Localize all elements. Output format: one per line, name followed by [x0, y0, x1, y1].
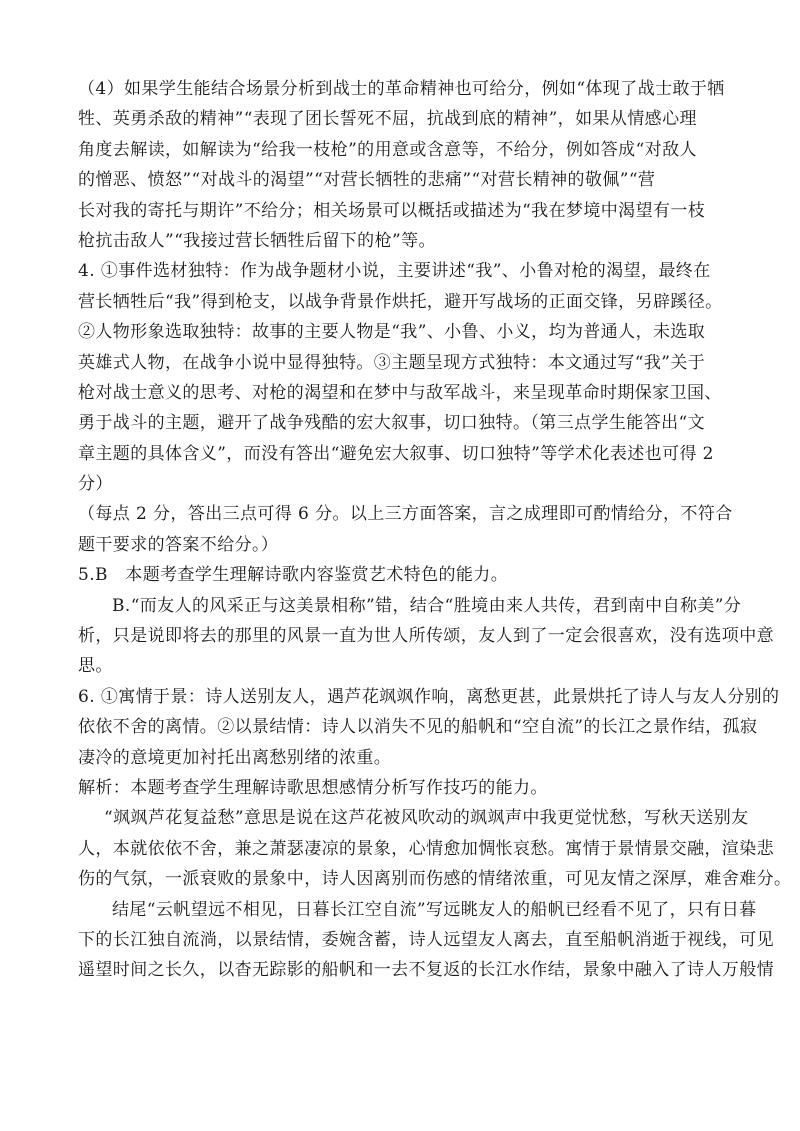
- text-line: 6. ①寓情于景：诗人送别友人，遇芦花飒飒作响，离愁更甚，此景烘托了诗人与友人分别的: [78, 686, 780, 707]
- text-line: 牲、英勇杀敌的精神”“表现了团长誓死不屈，抗战到底的精神”，如果从情感心理: [78, 109, 697, 130]
- text-line: 结尾“云帆望远不相见，日暮长江空自流”写远眺友人的船帆已经看不见了，只有日暮: [112, 899, 757, 920]
- text-line: 4. ①事件选材独特：作为战争题材小说，主要讲述“我”、小鲁对枪的渴望，最终在: [78, 261, 711, 282]
- text-line: 枪抗击敌人”“我接过营长牺牲后留下的枪”等。: [78, 230, 436, 251]
- q4-answer-block: [78, 256, 733, 560]
- text-line: [78, 986, 724, 1016]
- text-line: （每点 2 分，答出三点可得 6 分。以上三方面答案，言之成理即可酌情给分，不符合: [78, 504, 733, 525]
- text-line: 析，只是说即将去的那里的风景一直为世人所传颂，友人到了一定会很喜欢，没有选项中意: [78, 626, 774, 647]
- answer-document: [78, 74, 792, 1016]
- text-line: 的憎恶、愤怒”“对战斗的渴望”“对营长牺牲的悲痛”“对营长精神的敬佩”“营: [78, 170, 656, 191]
- text-line: 枪对战士意义的思考、对枪的渴望和在梦中与敌军战斗，来呈现革命时期保家卫国、: [78, 382, 722, 403]
- text-line: 勇于战斗的主题，避开了战争残酷的宏大叙事，切口独特。（第三点学生能答出“文: [78, 413, 705, 434]
- text-line: 下的长江独自流淌，以景结情，委婉含蓄，诗人远望友人离去，直至船帆消逝于视线，可见: [78, 929, 774, 950]
- text-line: 角度去解读，如解读为“给我一枝枪”的用意或含意等，不给分，例如答成“对敌人: [78, 139, 697, 160]
- text-line: 分）: [78, 474, 113, 495]
- text-line: 人，本就依依不舍，兼之萧瑟凄凉的景象，心情愈加惆怅哀愁。寓情于景情景交融，渲染悲: [78, 838, 774, 859]
- text-line: 凄冷的意境更加衬托出离愁别绪的浓重。: [78, 747, 392, 768]
- text-line: 长对我的寄托与期许”不给分；相关场景可以概括或描述为“我在梦境中渴望有一枝: [78, 200, 706, 221]
- text-line: “飒飒芦花复益愁”意思是说在这芦花被风吹动的飒飒声中我更觉忧愁，写秋天送别友: [104, 808, 749, 829]
- q5-answer-block: [78, 560, 774, 682]
- text-line: （4）如果学生能结合场景分析到战士的革命精神也可给分，例如“体现了战士敢于牺: [78, 79, 725, 99]
- text-line: 5.B 本题考查学生理解诗歌内容鉴赏艺术特色的能力。: [78, 565, 509, 586]
- text-line: 营长牺牲后“我”得到枪支，以战争背景作烘托，避开写战场的正面交锋，另辟蹊径。: [78, 291, 723, 312]
- text-line: 思。: [78, 656, 113, 677]
- text-line: 章主题的具体含义”，而没有答出“避免宏大叙事、切口独特”等学术化表述也可得 2: [78, 443, 714, 464]
- text-line: 伤的气氛，一派衰败的景象中，诗人因离别而伤感的情绪浓重，可见友情之深厚，难舍难分。: [78, 869, 792, 890]
- text-line: 题干要求的答案不给分。）: [78, 534, 279, 555]
- q6-answer-block: [78, 682, 792, 1016]
- text-line: 依依不舍的离情。②以景结情：诗人以消失不见的船帆和“空自流”的长江之景作结，孤寂: [78, 717, 758, 738]
- text-line: 遥望时间之长久，以杳无踪影的船帆和一去不复返的长江水作结，景象中融入了诗人万般情: [78, 960, 774, 981]
- text-line: 解析：本题考查学生理解诗歌思想感情分析写作技巧的能力。: [78, 777, 548, 798]
- text-line: ②人物形象选取独特：故事的主要人物是“我”、小鲁、小义，均为普通人，未选取: [78, 322, 706, 343]
- text-line: B.“而友人的风采正与这美景相称”错，结合“胜境由来人共传，君到南中自称美”分: [112, 595, 742, 616]
- q3-part4-block: [78, 74, 724, 256]
- text-line: 英雄式人物，在战争小说中显得独特。③主题呈现方式独特：本文通过写“我”关于: [78, 352, 706, 373]
